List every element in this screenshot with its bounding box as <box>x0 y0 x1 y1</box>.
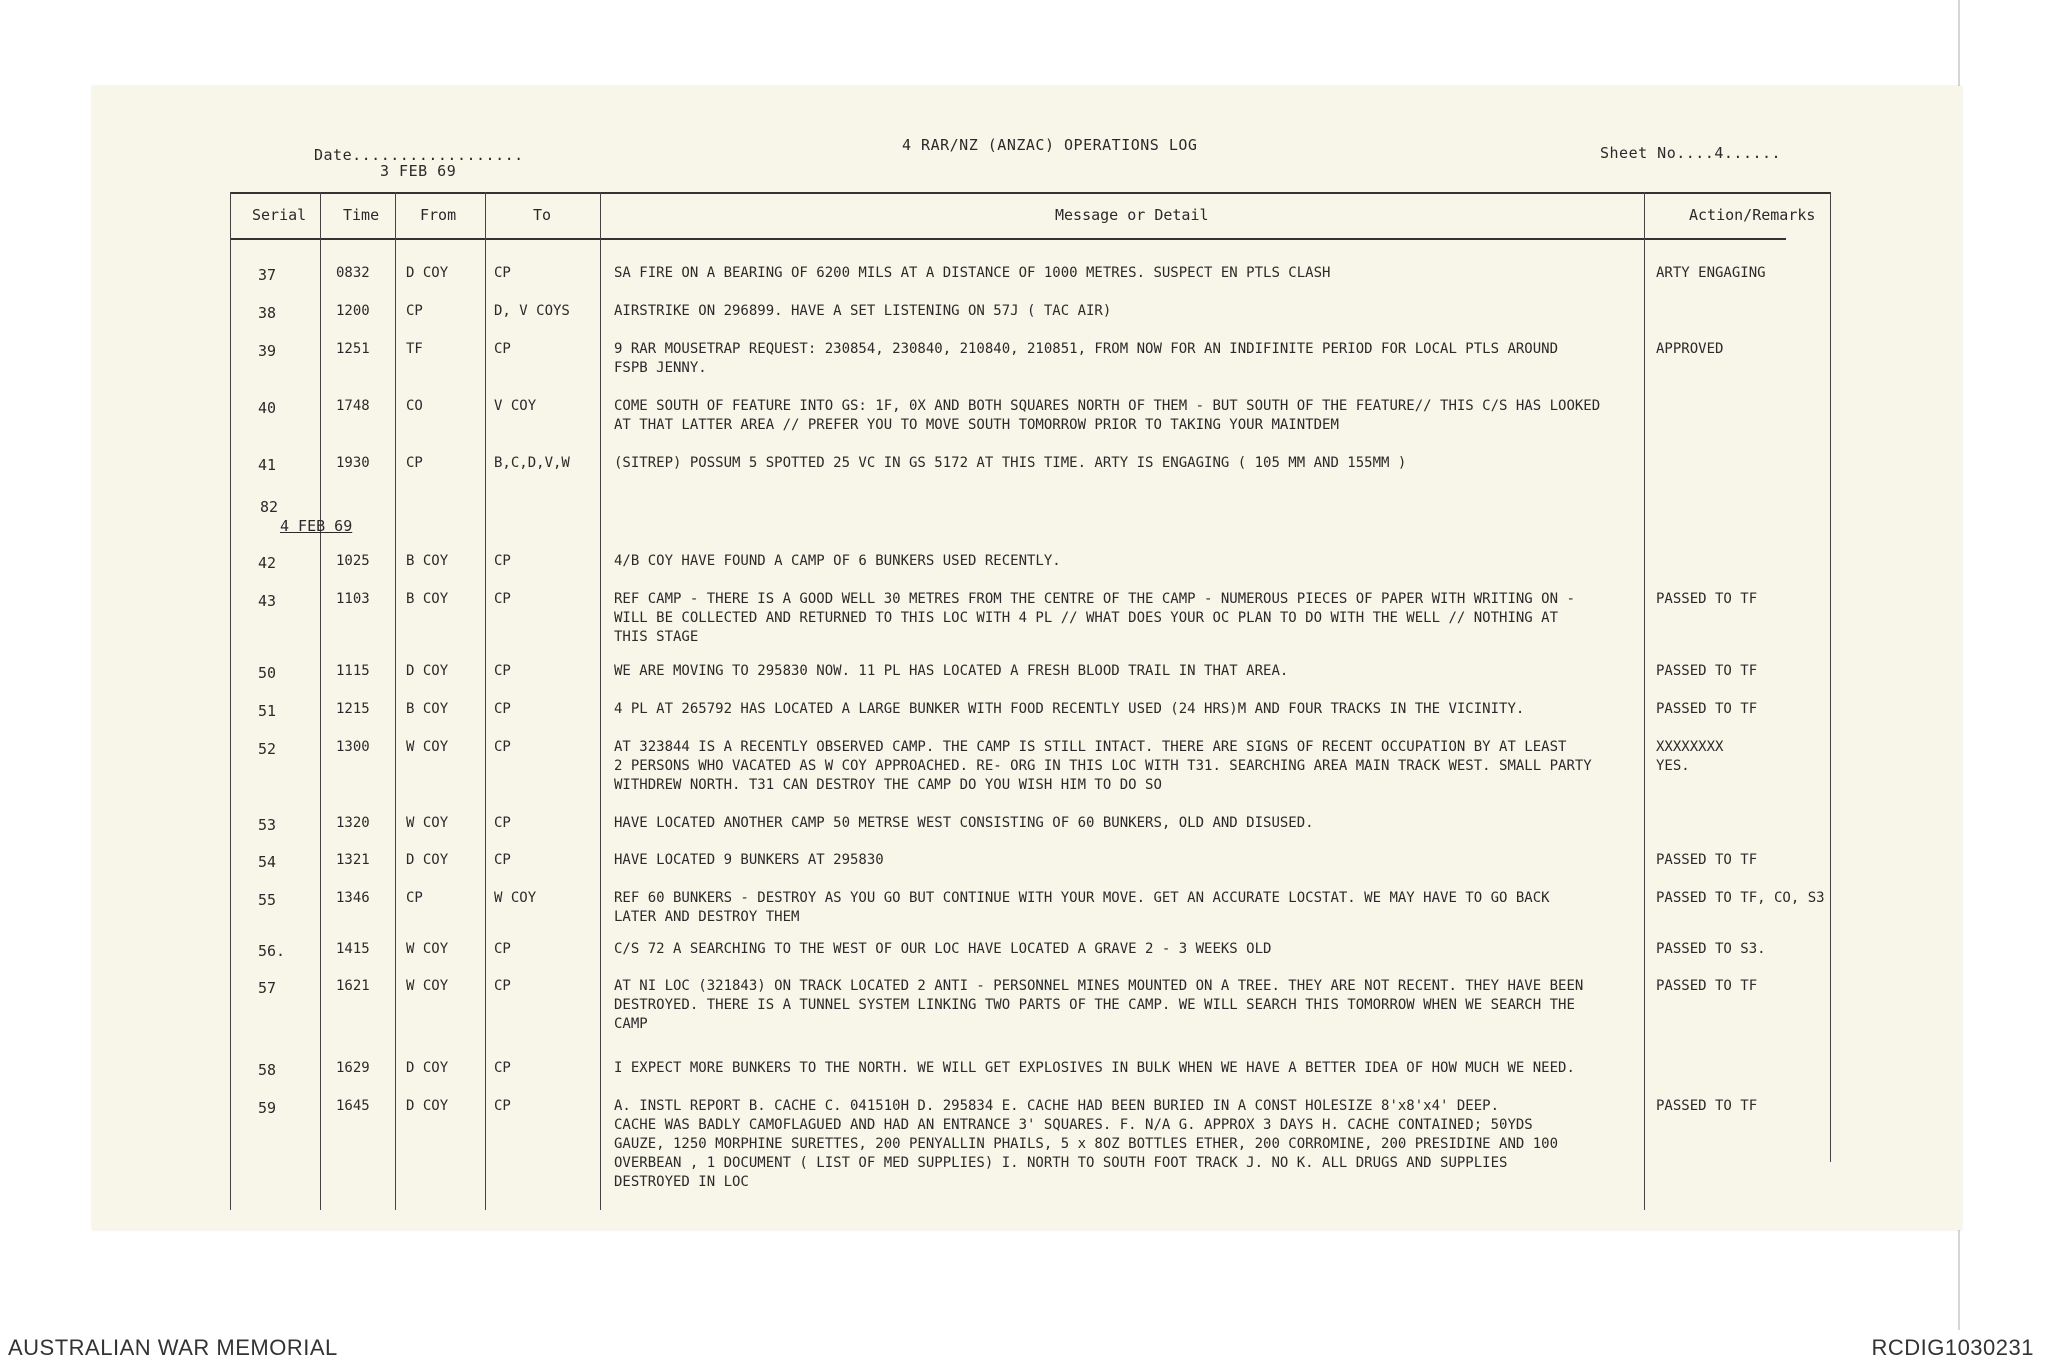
column-header-from: From <box>420 206 457 224</box>
entry-message-line: COME SOUTH OF FEATURE INTO GS: 1F, 0X AND BOTH SQUARES NORTH OF THEM - BUT SOUTH OF THE FEATURE// THIS C/S HAS LOOKED <box>614 398 1601 414</box>
entry-time: 1415 <box>336 941 370 957</box>
entry-serial: 42 <box>258 554 277 572</box>
entry-message-line: REF 60 BUNKERS - DESTROY AS YOU GO BUT CONTINUE WITH YOUR MOVE. GET AN ACCURATE LOCSTAT. WE MAY HAVE TO GO BACK <box>614 890 1550 906</box>
entry-time: 1251 <box>336 341 370 357</box>
entry-to: CP <box>494 852 511 868</box>
entry-to: CP <box>494 1060 511 1076</box>
entry-time: 1321 <box>336 852 370 868</box>
record-id: RCDIG1030231 <box>1871 1335 2034 1360</box>
date-value: 3 FEB 69 <box>380 162 457 180</box>
entry-from: CP <box>406 303 423 319</box>
entry-message-line: HAVE LOCATED ANOTHER CAMP 50 METRSE WEST CONSISTING OF 60 BUNKERS, OLD AND DISUSED. <box>614 815 1314 831</box>
entry-message-line: 2 PERSONS WHO VACATED AS W COY APPROACHED. RE- ORG IN THIS LOC WITH T31. SEARCHING AREA MAIN TRACK WEST. SMALL PARTY <box>614 758 1592 774</box>
entry-message-line: HAVE LOCATED 9 BUNKERS AT 295830 <box>614 852 884 868</box>
entry-action-remark: XXXXXXXX <box>1656 739 1724 755</box>
entry-to: W COY <box>494 890 537 906</box>
entry-from: D COY <box>406 663 449 679</box>
entry-to: CP <box>494 265 511 281</box>
entry-action-remark: PASSED TO TF <box>1656 978 1758 994</box>
entry-message-line: WE ARE MOVING TO 295830 NOW. 11 PL HAS LOCATED A FRESH BLOOD TRAIL IN THAT AREA. <box>614 663 1289 679</box>
entry-time: 1103 <box>336 591 370 607</box>
entry-message-line: DESTROYED. THERE IS A TUNNEL SYSTEM LINKING TWO PARTS OF THE CAMP. WE WILL SEARCH THIS TOMORROW WHEN WE SEARCH THE <box>614 997 1575 1013</box>
entry-from: CP <box>406 890 423 906</box>
entry-message-line: REF CAMP - THERE IS A GOOD WELL 30 METRES FROM THE CENTRE OF THE CAMP - NUMEROUS PIECES OF PAPER WITH WRITING ON - <box>614 591 1575 607</box>
entry-from: D COY <box>406 852 449 868</box>
entry-action-remark: PASSED TO TF <box>1656 591 1758 607</box>
entry-to: CP <box>494 941 511 957</box>
entry-message-line: THIS STAGE <box>614 629 699 645</box>
log-table <box>230 192 1830 1210</box>
column-rule <box>485 192 486 1210</box>
entry-serial: 59 <box>258 1099 277 1117</box>
entry-message-line: 4 PL AT 265792 HAS LOCATED A LARGE BUNKER WITH FOOD RECENTLY USED (24 HRS)M AND FOUR TRACKS IN THE VICINITY. <box>614 701 1525 717</box>
entry-serial: 58 <box>258 1061 277 1079</box>
entry-from: W COY <box>406 941 449 957</box>
entry-message-line: AT 323844 IS A RECENTLY OBSERVED CAMP. THE CAMP IS STILL INTACT. THERE ARE SIGNS OF RECENT OCCUPATION BY AT LEAST <box>614 739 1567 755</box>
entry-action-remark: PASSED TO TF, CO, S3 <box>1656 890 1825 906</box>
entry-time: 1300 <box>336 739 370 755</box>
entry-action-remark: PASSED TO TF <box>1656 701 1758 717</box>
entry-time: 1025 <box>336 553 370 569</box>
sheet-number: Sheet No....4...... <box>1600 144 1782 162</box>
entry-serial: 38 <box>258 304 277 322</box>
entry-from: CP <box>406 455 423 471</box>
entry-message-line: A. INSTL REPORT B. CACHE C. 041510H D. 295834 E. CACHE HAD BEEN BURIED IN A CONST HOLESIZE 8'x8'x4' DEEP. <box>614 1098 1500 1114</box>
entry-serial: 40 <box>258 399 277 417</box>
entry-to: CP <box>494 341 511 357</box>
entry-message-line: AT THAT LATTER AREA // PREFER YOU TO MOVE SOUTH TOMORROW PRIOR TO TAKING YOUR MAINTDEM <box>614 417 1339 433</box>
struck-serial-mark: 82 <box>260 498 279 516</box>
date-divider: 4 FEB 69 <box>280 517 353 535</box>
entry-time: 1115 <box>336 663 370 679</box>
table-header-rule <box>230 238 1786 240</box>
entry-serial: 53 <box>258 816 277 834</box>
entry-time: 1215 <box>336 701 370 717</box>
entry-message-line: AIRSTRIKE ON 296899. HAVE A SET LISTENING ON 57J ( TAC AIR) <box>614 303 1112 319</box>
column-rule <box>1644 192 1645 1210</box>
column-rule <box>320 192 321 1210</box>
operations-log-sheet <box>92 86 1962 1230</box>
column-header-time: Time <box>343 206 380 224</box>
entry-serial: 55 <box>258 891 277 909</box>
entry-message-line: C/S 72 A SEARCHING TO THE WEST OF OUR LOC HAVE LOCATED A GRAVE 2 - 3 WEEKS OLD <box>614 941 1272 957</box>
entry-serial: 54 <box>258 853 277 871</box>
entry-action-remark: PASSED TO S3. <box>1656 941 1766 957</box>
entry-message-line: WITHDREW NORTH. T31 CAN DESTROY THE CAMP DO YOU WISH HIM TO DO SO <box>614 777 1162 793</box>
entry-from: B COY <box>406 591 449 607</box>
entry-action-remark: YES. <box>1656 758 1690 774</box>
entry-message-line: LATER AND DESTROY THEM <box>614 909 800 925</box>
entry-to: CP <box>494 1098 511 1114</box>
column-rule <box>1830 192 1831 1162</box>
entry-message-line: 4/B COY HAVE FOUND A CAMP OF 6 BUNKERS USED RECENTLY. <box>614 553 1061 569</box>
entry-time: 1930 <box>336 455 370 471</box>
column-header-message: Message or Detail <box>1055 206 1209 224</box>
entry-to: B,C,D,V,W <box>494 455 570 471</box>
entry-from: B COY <box>406 553 449 569</box>
entry-serial: 50 <box>258 664 277 682</box>
entry-to: CP <box>494 591 511 607</box>
entry-from: W COY <box>406 978 449 994</box>
entry-time: 0832 <box>336 265 370 281</box>
date-label: Date.................. <box>314 146 524 164</box>
entry-serial: 57 <box>258 979 277 997</box>
entry-time: 1346 <box>336 890 370 906</box>
entry-message-line: SA FIRE ON A BEARING OF 6200 MILS AT A DISTANCE OF 1000 METRES. SUSPECT EN PTLS CLASH <box>614 265 1331 281</box>
entry-from: D COY <box>406 1060 449 1076</box>
entry-from: B COY <box>406 701 449 717</box>
entry-message-line: DESTROYED IN LOC <box>614 1174 749 1190</box>
entry-message-line: GAUZE, 1250 MORPHINE SURETTES, 200 PENYALLIN PHAILS, 5 x 8OZ BOTTLES ETHER, 200 CORROMINE, 200 PRESIDINE AND 100 <box>614 1136 1559 1152</box>
entry-serial: 39 <box>258 342 277 360</box>
column-header-action: Action/Remarks <box>1689 206 1816 224</box>
entry-from: W COY <box>406 739 449 755</box>
entry-serial: 37 <box>258 266 277 284</box>
entry-message-line: CACHE WAS BADLY CAMOFLAGUED AND HAD AN ENTRANCE 3' SQUARES. F. N/A G. APPROX 3 DAYS H. CACHE CONTAINED; 50YDS <box>614 1117 1533 1133</box>
entry-from: D COY <box>406 1098 449 1114</box>
entry-time: 1748 <box>336 398 370 414</box>
entry-time: 1621 <box>336 978 370 994</box>
entry-time: 1645 <box>336 1098 370 1114</box>
entry-time: 1320 <box>336 815 370 831</box>
column-rule <box>230 192 231 1210</box>
column-rule <box>395 192 396 1210</box>
entry-time: 1200 <box>336 303 370 319</box>
entry-to: D, V COYS <box>494 303 570 319</box>
entry-serial: 43 <box>258 592 277 610</box>
entry-message-line: 9 RAR MOUSETRAP REQUEST: 230854, 230840, 210840, 210851, FROM NOW FOR AN INDIFINITE PERIOD FOR LOCAL PTLS AROUND <box>614 341 1559 357</box>
entry-action-remark: ARTY ENGAGING <box>1656 265 1766 281</box>
entry-to: CP <box>494 553 511 569</box>
entry-time: 1629 <box>336 1060 370 1076</box>
entry-message-line: (SITREP) POSSUM 5 SPOTTED 25 VC IN GS 5172 AT THIS TIME. ARTY IS ENGAGING ( 105 MM AND 155MM ) <box>614 455 1407 471</box>
entry-to: CP <box>494 739 511 755</box>
entry-action-remark: PASSED TO TF <box>1656 852 1758 868</box>
archive-credit: AUSTRALIAN WAR MEMORIAL <box>8 1335 338 1360</box>
column-header-to: To <box>533 206 552 224</box>
table-top-rule <box>230 192 1830 194</box>
entry-message-line: WILL BE COLLECTED AND RETURNED TO THIS LOC WITH 4 PL // WHAT DOES YOUR OC PLAN TO DO WITH THE WELL // NOTHING AT <box>614 610 1559 626</box>
entry-to: V COY <box>494 398 537 414</box>
column-header-serial: Serial <box>252 206 307 224</box>
entry-message-line: CAMP <box>614 1016 648 1032</box>
entry-serial: 41 <box>258 456 277 474</box>
entry-from: D COY <box>406 265 449 281</box>
entry-serial: 51 <box>258 702 277 720</box>
entry-message-line: AT NI LOC (321843) ON TRACK LOCATED 2 ANTI - PERSONNEL MINES MOUNTED ON A TREE. THEY ARE NOT RECENT. THEY HAVE BEEN <box>614 978 1584 994</box>
entry-action-remark: PASSED TO TF <box>1656 1098 1758 1114</box>
entry-to: CP <box>494 815 511 831</box>
entry-action-remark: APPROVED <box>1656 341 1724 357</box>
entry-message-line: OVERBEAN , 1 DOCUMENT ( LIST OF MED SUPPLIES) I. NORTH TO SOUTH FOOT TRACK J. NO K. ALL DRUGS AND SUPPLIES <box>614 1155 1508 1171</box>
entry-from: CO <box>406 398 423 414</box>
entry-to: CP <box>494 663 511 679</box>
entry-message-line: I EXPECT MORE BUNKERS TO THE NORTH. WE WILL GET EXPLOSIVES IN BULK WHEN WE HAVE A BETTER IDEA OF HOW MUCH WE NEED. <box>614 1060 1575 1076</box>
column-rule <box>600 192 601 1210</box>
entry-from: W COY <box>406 815 449 831</box>
entry-action-remark: PASSED TO TF <box>1656 663 1758 679</box>
entry-serial: 56. <box>258 942 286 960</box>
entry-from: TF <box>406 341 423 357</box>
log-title: 4 RAR/NZ (ANZAC) OPERATIONS LOG <box>902 136 1198 154</box>
entry-message-line: FSPB JENNY. <box>614 360 707 376</box>
entry-serial: 52 <box>258 740 277 758</box>
entry-to: CP <box>494 701 511 717</box>
entry-to: CP <box>494 978 511 994</box>
